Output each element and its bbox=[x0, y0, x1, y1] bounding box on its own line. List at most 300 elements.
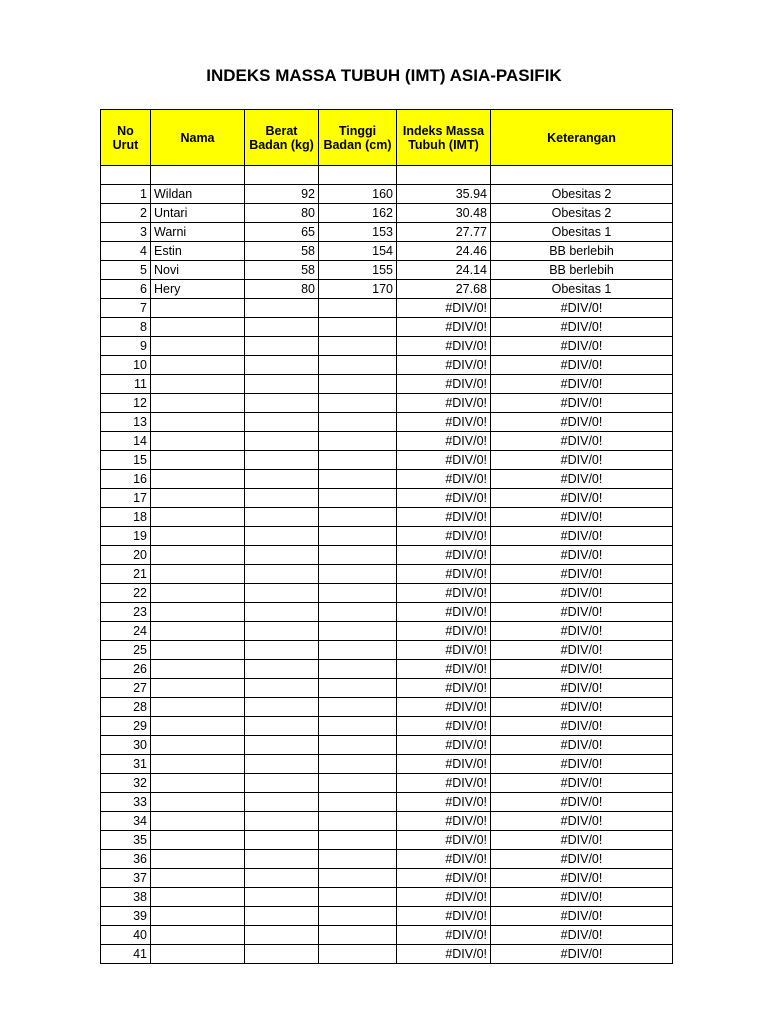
cell-berat-badan[interactable] bbox=[245, 337, 319, 356]
cell-nama[interactable] bbox=[151, 717, 245, 736]
cell-imt[interactable]: #DIV/0! bbox=[397, 907, 491, 926]
cell-imt[interactable]: #DIV/0! bbox=[397, 926, 491, 945]
cell-keterangan[interactable]: #DIV/0! bbox=[491, 508, 673, 527]
table-row bbox=[101, 489, 673, 508]
cell-no-urut[interactable]: 20 bbox=[101, 546, 151, 565]
cell-no-urut[interactable]: 4 bbox=[101, 242, 151, 261]
cell-tinggi-badan[interactable] bbox=[319, 945, 397, 964]
cell-tinggi-badan[interactable] bbox=[319, 470, 397, 489]
cell-imt[interactable]: #DIV/0! bbox=[397, 945, 491, 964]
cell-keterangan[interactable]: #DIV/0! bbox=[491, 337, 673, 356]
cell-berat-badan[interactable] bbox=[245, 774, 319, 793]
cell-nama[interactable] bbox=[151, 584, 245, 603]
cell-nama[interactable] bbox=[151, 565, 245, 584]
cell-no-urut[interactable]: 6 bbox=[101, 280, 151, 299]
cell-no-urut[interactable]: 10 bbox=[101, 356, 151, 375]
cell-no-urut[interactable]: 22 bbox=[101, 584, 151, 603]
cell-no-urut[interactable]: 12 bbox=[101, 394, 151, 413]
cell-no-urut[interactable]: 38 bbox=[101, 888, 151, 907]
header-berat-badan[interactable]: Berat Badan (kg) bbox=[245, 110, 319, 166]
cell-nama[interactable] bbox=[151, 736, 245, 755]
cell-no-urut[interactable]: 27 bbox=[101, 679, 151, 698]
table-row bbox=[101, 603, 673, 622]
cell-tinggi-badan[interactable] bbox=[319, 793, 397, 812]
header-keterangan[interactable]: Keterangan bbox=[491, 110, 673, 166]
cell-imt[interactable]: 27.68 bbox=[397, 280, 491, 299]
table-row bbox=[101, 318, 673, 337]
cell-no-urut[interactable]: 1 bbox=[101, 185, 151, 204]
table-row bbox=[101, 451, 673, 470]
cell-imt[interactable]: #DIV/0! bbox=[397, 641, 491, 660]
table-row bbox=[101, 926, 673, 945]
cell-imt[interactable]: #DIV/0! bbox=[397, 698, 491, 717]
cell-keterangan[interactable]: BB berlebih bbox=[491, 261, 673, 280]
cell-nama[interactable] bbox=[151, 318, 245, 337]
spacer-cell bbox=[397, 166, 491, 185]
cell-tinggi-badan[interactable] bbox=[319, 755, 397, 774]
cell-berat-badan[interactable] bbox=[245, 945, 319, 964]
cell-imt[interactable]: #DIV/0! bbox=[397, 451, 491, 470]
table-row bbox=[101, 394, 673, 413]
table-row bbox=[101, 337, 673, 356]
table-row bbox=[101, 907, 673, 926]
table-row bbox=[101, 565, 673, 584]
cell-keterangan[interactable]: #DIV/0! bbox=[491, 888, 673, 907]
cell-nama[interactable] bbox=[151, 394, 245, 413]
header-tinggi-badan[interactable]: Tinggi Badan (cm) bbox=[319, 110, 397, 166]
cell-imt[interactable]: #DIV/0! bbox=[397, 774, 491, 793]
cell-berat-badan[interactable]: 65 bbox=[245, 223, 319, 242]
cell-tinggi-badan[interactable]: 162 bbox=[319, 204, 397, 223]
cell-keterangan[interactable]: Obesitas 1 bbox=[491, 223, 673, 242]
cell-no-urut[interactable]: 33 bbox=[101, 793, 151, 812]
cell-berat-badan[interactable] bbox=[245, 546, 319, 565]
cell-tinggi-badan[interactable]: 155 bbox=[319, 261, 397, 280]
table-row bbox=[101, 660, 673, 679]
cell-tinggi-badan[interactable] bbox=[319, 926, 397, 945]
cell-keterangan[interactable]: #DIV/0! bbox=[491, 660, 673, 679]
cell-berat-badan[interactable]: 80 bbox=[245, 280, 319, 299]
cell-nama[interactable] bbox=[151, 603, 245, 622]
cell-imt[interactable]: #DIV/0! bbox=[397, 375, 491, 394]
cell-no-urut[interactable]: 29 bbox=[101, 717, 151, 736]
cell-tinggi-badan[interactable] bbox=[319, 850, 397, 869]
cell-berat-badan[interactable] bbox=[245, 869, 319, 888]
table-row bbox=[101, 432, 673, 451]
cell-no-urut[interactable]: 32 bbox=[101, 774, 151, 793]
cell-tinggi-badan[interactable]: 170 bbox=[319, 280, 397, 299]
cell-tinggi-badan[interactable] bbox=[319, 356, 397, 375]
cell-nama[interactable]: Estin bbox=[151, 242, 245, 261]
cell-no-urut[interactable]: 24 bbox=[101, 622, 151, 641]
table-row bbox=[101, 622, 673, 641]
spacer-cell bbox=[101, 166, 151, 185]
cell-no-urut[interactable]: 18 bbox=[101, 508, 151, 527]
cell-no-urut[interactable]: 11 bbox=[101, 375, 151, 394]
cell-keterangan[interactable]: #DIV/0! bbox=[491, 318, 673, 337]
cell-keterangan[interactable]: #DIV/0! bbox=[491, 926, 673, 945]
cell-berat-badan[interactable] bbox=[245, 660, 319, 679]
cell-tinggi-badan[interactable] bbox=[319, 527, 397, 546]
cell-berat-badan[interactable] bbox=[245, 622, 319, 641]
cell-no-urut[interactable]: 9 bbox=[101, 337, 151, 356]
cell-berat-badan[interactable] bbox=[245, 736, 319, 755]
cell-imt[interactable]: #DIV/0! bbox=[397, 869, 491, 888]
cell-nama[interactable] bbox=[151, 869, 245, 888]
cell-imt[interactable]: #DIV/0! bbox=[397, 888, 491, 907]
cell-no-urut[interactable]: 40 bbox=[101, 926, 151, 945]
cell-nama[interactable] bbox=[151, 698, 245, 717]
cell-nama[interactable] bbox=[151, 337, 245, 356]
cell-imt[interactable]: #DIV/0! bbox=[397, 755, 491, 774]
cell-no-urut[interactable]: 3 bbox=[101, 223, 151, 242]
cell-no-urut[interactable]: 5 bbox=[101, 261, 151, 280]
cell-no-urut[interactable]: 13 bbox=[101, 413, 151, 432]
cell-tinggi-badan[interactable] bbox=[319, 660, 397, 679]
table-row bbox=[101, 850, 673, 869]
cell-berat-badan[interactable] bbox=[245, 489, 319, 508]
cell-imt[interactable]: #DIV/0! bbox=[397, 622, 491, 641]
cell-keterangan[interactable]: #DIV/0! bbox=[491, 698, 673, 717]
cell-tinggi-badan[interactable] bbox=[319, 774, 397, 793]
cell-tinggi-badan[interactable] bbox=[319, 812, 397, 831]
cell-nama[interactable] bbox=[151, 299, 245, 318]
cell-keterangan[interactable]: #DIV/0! bbox=[491, 679, 673, 698]
cell-imt[interactable]: #DIV/0! bbox=[397, 527, 491, 546]
cell-nama[interactable] bbox=[151, 850, 245, 869]
cell-nama[interactable] bbox=[151, 831, 245, 850]
cell-nama[interactable] bbox=[151, 546, 245, 565]
cell-keterangan[interactable]: #DIV/0! bbox=[491, 432, 673, 451]
cell-tinggi-badan[interactable] bbox=[319, 375, 397, 394]
header-nama[interactable]: Nama bbox=[151, 110, 245, 166]
cell-tinggi-badan[interactable] bbox=[319, 584, 397, 603]
cell-no-urut[interactable]: 25 bbox=[101, 641, 151, 660]
cell-imt[interactable]: 24.14 bbox=[397, 261, 491, 280]
table-row bbox=[101, 812, 673, 831]
cell-nama[interactable] bbox=[151, 489, 245, 508]
cell-imt[interactable]: 35.94 bbox=[397, 185, 491, 204]
cell-tinggi-badan[interactable] bbox=[319, 622, 397, 641]
cell-nama[interactable] bbox=[151, 926, 245, 945]
cell-berat-badan[interactable] bbox=[245, 432, 319, 451]
cell-berat-badan[interactable] bbox=[245, 394, 319, 413]
cell-tinggi-badan[interactable] bbox=[319, 546, 397, 565]
cell-imt[interactable]: #DIV/0! bbox=[397, 660, 491, 679]
table-row bbox=[101, 755, 673, 774]
cell-nama[interactable] bbox=[151, 907, 245, 926]
cell-nama[interactable] bbox=[151, 755, 245, 774]
cell-keterangan[interactable]: BB berlebih bbox=[491, 242, 673, 261]
table-row bbox=[101, 185, 673, 204]
header-imt[interactable]: Indeks Massa Tubuh (IMT) bbox=[397, 110, 491, 166]
cell-imt[interactable]: #DIV/0! bbox=[397, 679, 491, 698]
cell-berat-badan[interactable]: 58 bbox=[245, 261, 319, 280]
cell-keterangan[interactable]: Obesitas 1 bbox=[491, 280, 673, 299]
table-row bbox=[101, 413, 673, 432]
table-row bbox=[101, 261, 673, 280]
table-row bbox=[101, 204, 673, 223]
cell-nama[interactable] bbox=[151, 356, 245, 375]
cell-tinggi-badan[interactable] bbox=[319, 299, 397, 318]
cell-no-urut[interactable]: 23 bbox=[101, 603, 151, 622]
cell-tinggi-badan[interactable] bbox=[319, 489, 397, 508]
cell-tinggi-badan[interactable] bbox=[319, 888, 397, 907]
cell-nama[interactable]: Novi bbox=[151, 261, 245, 280]
cell-berat-badan[interactable] bbox=[245, 831, 319, 850]
cell-keterangan[interactable]: #DIV/0! bbox=[491, 812, 673, 831]
table-row bbox=[101, 945, 673, 964]
cell-no-urut[interactable]: 37 bbox=[101, 869, 151, 888]
table-row bbox=[101, 831, 673, 850]
cell-imt[interactable]: #DIV/0! bbox=[397, 831, 491, 850]
cell-keterangan[interactable]: #DIV/0! bbox=[491, 831, 673, 850]
cell-nama[interactable] bbox=[151, 888, 245, 907]
cell-no-urut[interactable]: 14 bbox=[101, 432, 151, 451]
table-row bbox=[101, 679, 673, 698]
cell-berat-badan[interactable] bbox=[245, 527, 319, 546]
table-row bbox=[101, 470, 673, 489]
cell-berat-badan[interactable] bbox=[245, 888, 319, 907]
table-row bbox=[101, 508, 673, 527]
cell-berat-badan[interactable] bbox=[245, 717, 319, 736]
cell-keterangan[interactable]: #DIV/0! bbox=[491, 546, 673, 565]
table-row bbox=[101, 698, 673, 717]
cell-berat-badan[interactable] bbox=[245, 318, 319, 337]
cell-keterangan[interactable]: #DIV/0! bbox=[491, 736, 673, 755]
table-row bbox=[101, 717, 673, 736]
cell-tinggi-badan[interactable] bbox=[319, 698, 397, 717]
cell-tinggi-badan[interactable] bbox=[319, 318, 397, 337]
cell-berat-badan[interactable] bbox=[245, 679, 319, 698]
cell-imt[interactable]: #DIV/0! bbox=[397, 736, 491, 755]
cell-keterangan[interactable]: #DIV/0! bbox=[491, 945, 673, 964]
cell-imt[interactable]: #DIV/0! bbox=[397, 717, 491, 736]
cell-berat-badan[interactable] bbox=[245, 299, 319, 318]
table-row bbox=[101, 242, 673, 261]
cell-keterangan[interactable]: #DIV/0! bbox=[491, 527, 673, 546]
cell-no-urut[interactable]: 39 bbox=[101, 907, 151, 926]
cell-berat-badan[interactable] bbox=[245, 375, 319, 394]
cell-no-urut[interactable]: 34 bbox=[101, 812, 151, 831]
cell-imt[interactable]: 27.77 bbox=[397, 223, 491, 242]
cell-nama[interactable] bbox=[151, 660, 245, 679]
cell-tinggi-badan[interactable] bbox=[319, 831, 397, 850]
cell-no-urut[interactable]: 36 bbox=[101, 850, 151, 869]
table-row bbox=[101, 584, 673, 603]
cell-berat-badan[interactable] bbox=[245, 926, 319, 945]
cell-tinggi-badan[interactable] bbox=[319, 394, 397, 413]
cell-berat-badan[interactable] bbox=[245, 356, 319, 375]
cell-imt[interactable]: #DIV/0! bbox=[397, 565, 491, 584]
cell-imt[interactable]: #DIV/0! bbox=[397, 413, 491, 432]
cell-tinggi-badan[interactable] bbox=[319, 413, 397, 432]
cell-keterangan[interactable]: #DIV/0! bbox=[491, 375, 673, 394]
cell-berat-badan[interactable] bbox=[245, 584, 319, 603]
cell-berat-badan[interactable]: 58 bbox=[245, 242, 319, 261]
page-title: INDEKS MASSA TUBUH (IMT) ASIA-PASIFIK bbox=[206, 66, 562, 85]
cell-keterangan[interactable]: #DIV/0! bbox=[491, 299, 673, 318]
cell-berat-badan[interactable] bbox=[245, 793, 319, 812]
cell-keterangan[interactable]: #DIV/0! bbox=[491, 641, 673, 660]
cell-imt[interactable]: #DIV/0! bbox=[397, 337, 491, 356]
cell-tinggi-badan[interactable] bbox=[319, 565, 397, 584]
cell-keterangan[interactable]: #DIV/0! bbox=[491, 793, 673, 812]
cell-berat-badan[interactable] bbox=[245, 508, 319, 527]
cell-keterangan[interactable]: #DIV/0! bbox=[491, 413, 673, 432]
cell-keterangan[interactable]: Obesitas 2 bbox=[491, 204, 673, 223]
cell-keterangan[interactable]: #DIV/0! bbox=[491, 622, 673, 641]
cell-tinggi-badan[interactable] bbox=[319, 641, 397, 660]
cell-imt[interactable]: #DIV/0! bbox=[397, 508, 491, 527]
cell-berat-badan[interactable] bbox=[245, 641, 319, 660]
cell-tinggi-badan[interactable]: 154 bbox=[319, 242, 397, 261]
cell-keterangan[interactable]: #DIV/0! bbox=[491, 755, 673, 774]
cell-no-urut[interactable]: 2 bbox=[101, 204, 151, 223]
cell-tinggi-badan[interactable] bbox=[319, 736, 397, 755]
cell-keterangan[interactable]: #DIV/0! bbox=[491, 869, 673, 888]
cell-tinggi-badan[interactable] bbox=[319, 679, 397, 698]
cell-tinggi-badan[interactable] bbox=[319, 717, 397, 736]
cell-nama[interactable] bbox=[151, 413, 245, 432]
cell-imt[interactable]: #DIV/0! bbox=[397, 432, 491, 451]
table-row bbox=[101, 375, 673, 394]
header-no-urut[interactable]: No Urut bbox=[101, 110, 151, 166]
cell-berat-badan[interactable] bbox=[245, 470, 319, 489]
cell-keterangan[interactable]: #DIV/0! bbox=[491, 603, 673, 622]
cell-berat-badan[interactable] bbox=[245, 850, 319, 869]
imt-table bbox=[100, 109, 673, 964]
cell-imt[interactable]: #DIV/0! bbox=[397, 470, 491, 489]
cell-keterangan[interactable]: #DIV/0! bbox=[491, 584, 673, 603]
cell-keterangan[interactable]: #DIV/0! bbox=[491, 907, 673, 926]
table-row bbox=[101, 527, 673, 546]
cell-nama[interactable]: Hery bbox=[151, 280, 245, 299]
cell-keterangan[interactable]: #DIV/0! bbox=[491, 470, 673, 489]
cell-no-urut[interactable]: 15 bbox=[101, 451, 151, 470]
cell-keterangan[interactable]: #DIV/0! bbox=[491, 356, 673, 375]
cell-nama[interactable] bbox=[151, 622, 245, 641]
cell-no-urut[interactable]: 28 bbox=[101, 698, 151, 717]
cell-imt[interactable]: #DIV/0! bbox=[397, 299, 491, 318]
cell-berat-badan[interactable]: 92 bbox=[245, 185, 319, 204]
cell-berat-badan[interactable] bbox=[245, 812, 319, 831]
cell-tinggi-badan[interactable] bbox=[319, 603, 397, 622]
cell-keterangan[interactable]: #DIV/0! bbox=[491, 451, 673, 470]
cell-nama[interactable] bbox=[151, 812, 245, 831]
cell-keterangan[interactable]: #DIV/0! bbox=[491, 850, 673, 869]
cell-keterangan[interactable]: #DIV/0! bbox=[491, 717, 673, 736]
cell-keterangan[interactable]: Obesitas 2 bbox=[491, 185, 673, 204]
cell-no-urut[interactable]: 31 bbox=[101, 755, 151, 774]
cell-berat-badan[interactable] bbox=[245, 451, 319, 470]
cell-berat-badan[interactable]: 80 bbox=[245, 204, 319, 223]
cell-keterangan[interactable]: #DIV/0! bbox=[491, 774, 673, 793]
cell-tinggi-badan[interactable] bbox=[319, 907, 397, 926]
cell-nama[interactable] bbox=[151, 508, 245, 527]
cell-imt[interactable]: 30.48 bbox=[397, 204, 491, 223]
cell-tinggi-badan[interactable] bbox=[319, 869, 397, 888]
table-row bbox=[101, 888, 673, 907]
cell-tinggi-badan[interactable] bbox=[319, 337, 397, 356]
cell-nama[interactable]: Wildan bbox=[151, 185, 245, 204]
cell-no-urut[interactable]: 35 bbox=[101, 831, 151, 850]
cell-tinggi-badan[interactable] bbox=[319, 508, 397, 527]
table-row bbox=[101, 299, 673, 318]
cell-tinggi-badan[interactable]: 160 bbox=[319, 185, 397, 204]
spacer-cell bbox=[491, 166, 673, 185]
cell-berat-badan[interactable] bbox=[245, 413, 319, 432]
table-row bbox=[101, 774, 673, 793]
spacer-row bbox=[101, 166, 673, 185]
cell-tinggi-badan[interactable] bbox=[319, 451, 397, 470]
cell-no-urut[interactable]: 7 bbox=[101, 299, 151, 318]
cell-no-urut[interactable]: 16 bbox=[101, 470, 151, 489]
table-row bbox=[101, 736, 673, 755]
cell-tinggi-badan[interactable] bbox=[319, 432, 397, 451]
cell-keterangan[interactable]: #DIV/0! bbox=[491, 489, 673, 508]
cell-imt[interactable]: #DIV/0! bbox=[397, 812, 491, 831]
cell-nama[interactable] bbox=[151, 793, 245, 812]
spacer-cell bbox=[319, 166, 397, 185]
table-row bbox=[101, 793, 673, 812]
cell-no-urut[interactable]: 30 bbox=[101, 736, 151, 755]
spacer-cell bbox=[245, 166, 319, 185]
cell-nama[interactable] bbox=[151, 470, 245, 489]
cell-no-urut[interactable]: 17 bbox=[101, 489, 151, 508]
cell-no-urut[interactable]: 26 bbox=[101, 660, 151, 679]
cell-berat-badan[interactable] bbox=[245, 565, 319, 584]
cell-nama[interactable] bbox=[151, 375, 245, 394]
cell-imt[interactable]: #DIV/0! bbox=[397, 546, 491, 565]
cell-nama[interactable] bbox=[151, 641, 245, 660]
cell-no-urut[interactable]: 19 bbox=[101, 527, 151, 546]
table-row bbox=[101, 223, 673, 242]
cell-nama[interactable] bbox=[151, 432, 245, 451]
cell-no-urut[interactable]: 8 bbox=[101, 318, 151, 337]
cell-no-urut[interactable]: 21 bbox=[101, 565, 151, 584]
cell-berat-badan[interactable] bbox=[245, 698, 319, 717]
cell-nama[interactable]: Warni bbox=[151, 223, 245, 242]
cell-imt[interactable]: #DIV/0! bbox=[397, 603, 491, 622]
cell-nama[interactable] bbox=[151, 945, 245, 964]
cell-nama[interactable] bbox=[151, 527, 245, 546]
cell-berat-badan[interactable] bbox=[245, 907, 319, 926]
cell-keterangan[interactable]: #DIV/0! bbox=[491, 394, 673, 413]
cell-nama[interactable] bbox=[151, 774, 245, 793]
table-row bbox=[101, 641, 673, 660]
cell-tinggi-badan[interactable]: 153 bbox=[319, 223, 397, 242]
table-row bbox=[101, 356, 673, 375]
cell-no-urut[interactable]: 41 bbox=[101, 945, 151, 964]
cell-keterangan[interactable]: #DIV/0! bbox=[491, 565, 673, 584]
table-row bbox=[101, 546, 673, 565]
cell-nama[interactable] bbox=[151, 451, 245, 470]
cell-imt[interactable]: #DIV/0! bbox=[397, 318, 491, 337]
cell-imt[interactable]: #DIV/0! bbox=[397, 850, 491, 869]
cell-imt[interactable]: #DIV/0! bbox=[397, 584, 491, 603]
cell-imt[interactable]: #DIV/0! bbox=[397, 793, 491, 812]
cell-berat-badan[interactable] bbox=[245, 603, 319, 622]
cell-imt[interactable]: #DIV/0! bbox=[397, 394, 491, 413]
cell-imt[interactable]: #DIV/0! bbox=[397, 356, 491, 375]
table-row bbox=[101, 280, 673, 299]
cell-berat-badan[interactable] bbox=[245, 755, 319, 774]
cell-imt[interactable]: 24.46 bbox=[397, 242, 491, 261]
cell-nama[interactable] bbox=[151, 679, 245, 698]
cell-imt[interactable]: #DIV/0! bbox=[397, 489, 491, 508]
cell-nama[interactable]: Untari bbox=[151, 204, 245, 223]
